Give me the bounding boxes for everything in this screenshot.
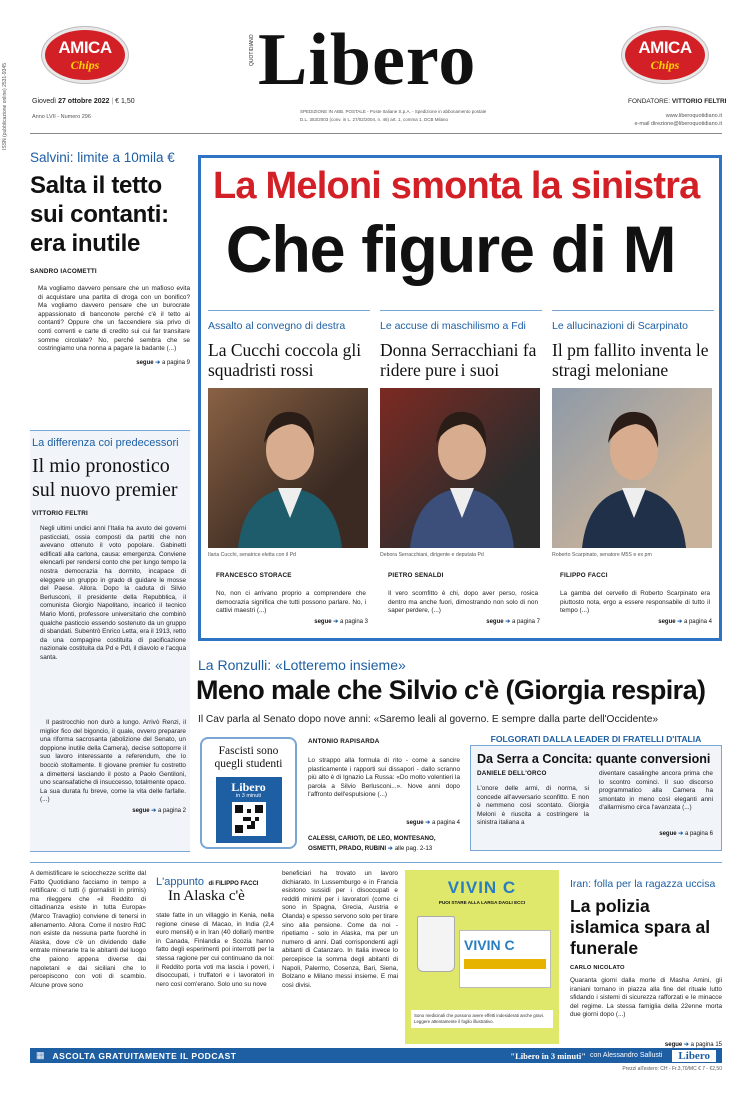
date: 27 ottobre 2022 [58, 98, 110, 105]
podcast-host: con Alessandro Sallusti [590, 1052, 663, 1059]
box-segue[interactable]: segue ➔ a pagina 2 [132, 808, 186, 814]
box-kicker: La differenza coi predecessori [32, 437, 179, 449]
ad-glass-icon [417, 916, 455, 972]
column-body: No, non ci arrivano proprio a comprendere che democrazia significa che tutti possono parlare. No, i cattivi maestri (...) [216, 590, 366, 615]
appunto-col-3: beneficiari ha trovato un lavoro dichiarato. In Lussemburgo e in Francia esistono sussidi per i disoccupati e redditi minimi per i lavoratori (come ci sono in Spagna, Grecia, Austria e Olanda) e spesso servono solo per tirare sino alla pensione. Come da noi - ripetiamo - solo in Alaska, ma per un numero di anni. Dati corrispondenti agli abitanti di Catanzaro. In Italia invece lo percepisce la somma degli abitanti di Napoli, Palermo, Cosenza, Bari, Siena, Bolzano e Milano messi insieme. E mai così divisi. [282, 870, 398, 989]
side-author: DANIELE DELL'ORCO [477, 770, 547, 777]
ad-left-brand: AMICA [58, 38, 112, 57]
page-ref: a pagina 15 [690, 1042, 722, 1048]
podcast-footer-bar[interactable] [30, 1048, 722, 1063]
legal-line-1: SPEDIZIONE IN ABB. POSTALE - Poste Italiane S.p.A. - Spedizione in abbonamento postale [300, 109, 487, 114]
second-body: Lo strappo alla formula di rito - come a sancire plasticamente i rapporti sui dissapori - dallo scranno più alto è di Ignazio La Russa: «Do molto volentieri la parola a Silvio Berlusconi...». Nove anni dopo l'affronto dell'espulsione (...) [308, 757, 460, 799]
column-segue[interactable]: segue ➔ a pagina 3 [314, 619, 368, 625]
column-kicker: Assalto al convegno di destra [208, 320, 346, 332]
right-headline[interactable]: La polizia islamica spara al funerale [570, 896, 711, 958]
side-body-2: diventare casalinghe ancora prima che lo scontro cominci. Il suo discorso programmatico alla Camera ha smontato in meno così eleganti anni d'allarmismo circa l'avanzata (...) [599, 770, 713, 812]
column-caption: Roberto Scarpinato, senatore M5S e ex pm [552, 552, 652, 558]
header-divider [30, 133, 722, 134]
page-ref: a pagina 4 [431, 820, 460, 826]
founder-label: FONDATORE: [628, 98, 671, 105]
left-column [30, 150, 190, 366]
column-author: FRANCESCO STORACE [216, 572, 292, 579]
podcast-cta: ASCOLTA GRATUITAMENTE IL PODCAST [52, 1050, 237, 1061]
page-ref: a pagina 3 [339, 619, 368, 625]
masthead-title[interactable]: Libero [258, 19, 477, 101]
column-rule [552, 310, 714, 311]
right-story [570, 878, 722, 1048]
side-segue[interactable]: segue ➔ a pagina 6 [659, 831, 713, 837]
column-photo[interactable] [208, 388, 368, 548]
price: € 1,50 [115, 98, 135, 105]
ad-package [459, 930, 551, 988]
lead-headline-top[interactable]: La Meloni smonta la sinistra [213, 165, 700, 207]
segue-label: segue [664, 1042, 683, 1048]
masthead-small-label: QUOTIDIANO [249, 34, 255, 66]
segue-label: segue [406, 820, 424, 826]
side-body-1: L'onore delle armi, di norma, si concede all'avversario sconfitto. E non è nemmeno così scontato. Giorgia Meloni è riuscita a costringere la sinistra italiana a [477, 785, 589, 827]
founder-line [628, 98, 726, 105]
column-rule [380, 310, 542, 311]
lead-column [208, 310, 370, 630]
column-segue[interactable]: segue ➔ a pagina 4 [658, 619, 712, 625]
page-ref: a pagina 2 [157, 808, 186, 814]
lead-column [552, 310, 714, 630]
side-story-box [470, 745, 722, 851]
second-headline[interactable]: Meno male che Silvio c'è (Giorgia respira) [196, 675, 706, 705]
box-body-2: Il pastrocchio non durò a lungo. Arrivò Renzi, il miglior fico del bigoncio, il quale, ovvero preparare una riforma sacrosanta (abolizione del Senato, un doppione inutile della Camera), decise sottoporre il suo lavoro interessante a referendum, che lo bocciò stoltamente. Il giovane premier fu costretto a dimettersi lasciando il posto a Paolo Gentiloni, uno scansafatiche di insuccesso, totalmente opaco. La sua durata fu breve, come la vita delle farfalle. (...) [40, 719, 186, 804]
ad-right-product: Chips [650, 58, 680, 72]
foreign-prices: Prezzi all'estero: CH - Fr.3,70/MC € 7 - €2,50 [622, 1066, 722, 1072]
box-headline[interactable]: Il mio pronostico sul nuovo premier [32, 455, 178, 501]
column-photo[interactable] [552, 388, 712, 548]
box-author: VITTORIO FELTRI [32, 510, 88, 517]
left-body: Ma vogliamo davvero pensare che un mafioso evita di acquistare una partita di droga con un bonifico? Ma vogliamo davvero pensare che un burocrate appassionato di banconote perché c'è il tetto ai contanti? Oppure che un faccendiere sia privo di conti correnti e carte di credito sui cui far transitare somme circolate? No, perché sembra che se costringiamo una nonna a pagare la badante (...) [38, 285, 190, 353]
second-body-col [308, 738, 460, 854]
side-vertical-issn: ISSN (pubblicazione online) 2531-9345 [2, 62, 8, 150]
promo-title: Fascisti sono quegli studenti [214, 745, 283, 770]
column-photo[interactable] [380, 388, 540, 548]
side-banner: FOLGORATI DALLA LEADER DI FRATELLI D'ITALIA [490, 734, 702, 744]
ad-left-product: Chips [70, 58, 100, 72]
column-headline[interactable]: La Cucchi coccola gli squadristi rossi [208, 340, 362, 380]
website-link[interactable]: www.liberoquotidiano.it [665, 113, 722, 119]
column-body: La gamba del cervello di Roberto Scarpinato era piuttosto nota, ergo a essere responsabile di tutto il tempo (...) [560, 590, 710, 615]
segue-label: segue [314, 619, 332, 625]
ad-pack-stripe [464, 959, 546, 969]
right-body: Quaranta giorni dalla morte di Masha Amini, gli iraniani tornano in piazza alla fine del rituale lutto sfidando i sistemi di sicurezza rafforzati e le minacce del regime. La stessa famiglia della 22enne morta due giorni dopo (...) [570, 977, 722, 1019]
date-line: Giovedì 27 ottobre 2022 | € 1,50 [32, 98, 135, 105]
column-kicker: Le accuse di maschilismo a Fdi [380, 320, 526, 332]
column-caption: Debora Serracchiani, dirigente e deputata Pd [380, 552, 484, 558]
segue-label: segue [658, 619, 676, 625]
portrait-image [380, 388, 540, 548]
date-prefix: Giovedì [32, 98, 57, 105]
right-author: CARLO NICOLATO [570, 965, 625, 971]
authors-list: CALESSI, CARIOTI, DE LEO, MONTESANO, OSMETTI, PRADO, RUBINI ➔ alle pag. 2-13 [308, 835, 436, 852]
side-headline[interactable]: Da Serra a Concita: quante conversioni [477, 752, 711, 766]
page-ref: a pagina 9 [161, 360, 190, 366]
second-kicker: La Ronzulli: «Lotteremo insieme» [198, 657, 406, 673]
left-segue[interactable]: segue ➔ a pagina 9 [136, 360, 190, 366]
advertisement-left-amica[interactable] [42, 27, 128, 83]
promo-card [216, 777, 282, 843]
column-segue[interactable]: segue ➔ a pagina 7 [486, 619, 540, 625]
segue-label: segue [132, 808, 150, 814]
column-headline[interactable]: Donna Serracchiani fa ridere pure i suoi [380, 340, 537, 380]
promo-sub: in 3 minuti [235, 793, 262, 799]
page-ref: a pagina 6 [684, 831, 713, 837]
issue-number: Anno LVII - Numero 296 [32, 114, 91, 120]
podcast-icon: ▦ [36, 1050, 45, 1060]
right-kicker: Iran: folla per la ragazza uccisa [570, 878, 716, 890]
qr-code-icon[interactable] [232, 802, 266, 836]
right-segue[interactable]: segue ➔ a pagina 15 [664, 1042, 722, 1048]
box-body: Negli ultimi undici anni l'Italia ha avuto dei governi pasticciati, ossia composti da partiti che non avevano ottenuto il voto popolare. Gabinetti edificati alla carlona, causa: emergenza. Conviene elencarli per rendersi conto che per lungo tempo la nostra democrazia ha dormito, incapace di eleggere un gruppo in grado di guidare le mosse del Paese. Allora. Dopo la caduta di Silvio Berlusconi, il presidente della Repubblica, il comunista Giorgio Napolitano, incaricò il tecnico Mario Monti, professore universitario che combinò qualche pasticcio essendo sostenuto da un gruppo di sbandati. Subentrò Enrico Letta, era il 1913, retto da una compagine costituita di pacificazione nazionale costituita da Pd e Pdl, il diavolo e l'acqua santa. [40, 525, 186, 661]
authors-names: CALESSI, CARIOTI, DE LEO, MONTESANO, OSMETTI, PRADO, RUBINI [308, 835, 436, 852]
footer-logo: Libero [672, 1050, 716, 1062]
column-author: FILIPPO FACCI [560, 572, 608, 579]
lead-column [380, 310, 542, 630]
bottom-divider [30, 862, 722, 863]
left-headline[interactable]: Salta il tetto sui contanti: era inutile [30, 172, 169, 257]
left-box [30, 430, 190, 852]
appunto-title[interactable]: In Alaska c'è [168, 888, 245, 904]
second-segue[interactable]: segue ➔ a pagina 4 [406, 820, 460, 826]
column-author: PIETRO SENALDI [388, 572, 444, 579]
column-kicker: Le allucinazioni di Scarpinato [552, 320, 689, 332]
portrait-image [552, 388, 712, 548]
column-caption: Ilaria Cucchi, senatrice eletta con il Pd [208, 552, 296, 558]
authors-pages: alle pag. 2-13 [394, 845, 433, 852]
founder-name: VITTORIO FELTRI [671, 98, 727, 105]
segue-label: segue [486, 619, 504, 625]
advertisement-right-amica[interactable] [622, 27, 708, 83]
promo-box[interactable] [200, 737, 297, 849]
podcast-show: "Libero in 3 minuti" [510, 1050, 587, 1061]
column-headline[interactable]: Il pm fallito inventa le stragi meloniane [552, 340, 709, 380]
promo-logo: Libero [231, 780, 266, 794]
page-ref: a pagina 7 [511, 619, 540, 625]
column-body: Il vero scomfitto è chi, dopo aver perso, rosica dentro ma anche fuori, dimostrando non solo di non saper perdere, (...) [388, 590, 538, 615]
segue-label: segue [659, 831, 677, 837]
ad-brand: VIVIN C [447, 878, 517, 897]
left-kicker: Salvini: limite a 10mila € [30, 150, 175, 165]
second-subhead: Il Cav parla al Senato dopo nove anni: «Saremo leali al governo. E sempre dalla parte dell'Occidente» [198, 714, 659, 725]
column-rule [208, 310, 370, 311]
appunto-col-2: state fatte in un villaggio in Kenia, nella regione cinese di Macao, in India (2,4 euro mensili) e in Iran (40 dollari) mentre in Canada, Finlandia e Scozia hanno fatto degli esperimenti poi interrotti per la stessa ragione per cui continuano da noi: il Reddito porta voti ma lascia i poveri, i disoccupati, i truffatori e i lavoratori in nero così com'erano. Solo uno su nove [156, 912, 274, 988]
appunto-author: di FILIPPO FACCI [208, 881, 259, 887]
ad-right-brand: AMICA [638, 38, 692, 57]
page-ref: a pagina 4 [683, 619, 712, 625]
appunto-col-1: A demistificare le sciocchezze scritte dal Fatto Quotidiano facciamo in tempo a rettificare: ci tutti (i giornalisti in primis) ma rileggere che «il Reddito di cittadinanza esiste in tutta Europa» (Marco Travaglio) conviene di tenersi in allenamento. Allora. Come il nostro RdC non esiste da nessuna parte fuorché in Alaska, dove c'è un dividendo dalle entrate minerarie tra le abitanti del luogo che paiono appena diverse dai napoletani e dai siciliani che lo percepiscono con voti di scambio. Alcune prove sono [30, 870, 146, 989]
ad-disclaimer: Sono medicinali che possono avere effetti indesiderati anche gravi. Leggere attentamente il foglio illustrativo. [411, 1010, 553, 1028]
lead-headline-main[interactable]: Che figure di M [225, 212, 676, 286]
ad-pack-brand: VIVIN C [464, 937, 515, 953]
left-author: SANDRO IACOMETTI [30, 268, 97, 275]
segue-label: segue [136, 360, 154, 366]
legal-line-2: D.L. 353/2003 (conv. in L. 27/02/2004, n. 46) art. 1, comma 1, DCB Milano [300, 117, 448, 122]
email-link[interactable]: e-mail direzione@liberoquotidiano.it [634, 121, 722, 127]
portrait-image [208, 388, 368, 548]
appunto-label: L'appunto [156, 876, 204, 888]
ad-tagline: PUOI STARE ALLA LARGA DAGLI ECCI [438, 900, 526, 905]
second-author: ANTONIO RAPISARDA [308, 738, 380, 745]
vivinc-advertisement[interactable] [405, 870, 559, 1044]
